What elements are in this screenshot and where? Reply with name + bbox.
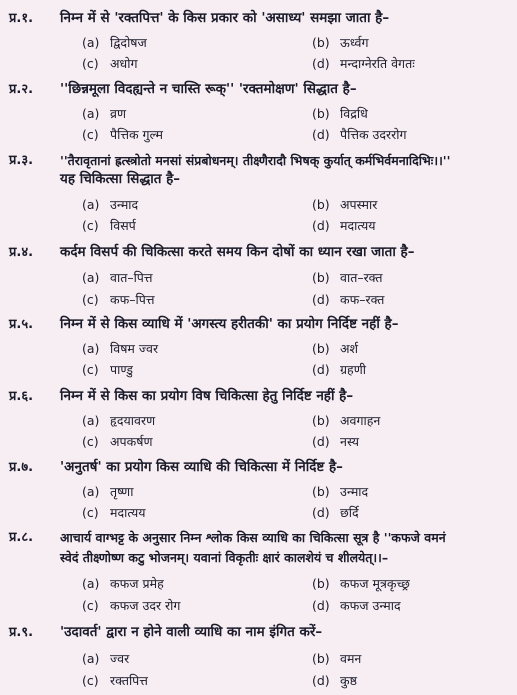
option-d: (d) पैत्तिक उदररोग bbox=[312, 127, 407, 142]
option-d: (d) मन्दाग्नेरति वेगतः bbox=[312, 56, 415, 71]
option-c: (c) विसर्प bbox=[82, 218, 136, 233]
question-number: प्र.७. bbox=[9, 460, 34, 475]
question-number: प्र.६. bbox=[9, 389, 34, 404]
question-text: 'उदावर्त' द्वारा न होने वाली व्याधि का नाम इंगित करें– bbox=[60, 624, 323, 640]
question-number: प्र.१. bbox=[9, 11, 34, 26]
question-number: प्र.२. bbox=[9, 82, 34, 97]
option-b: (b) विद्रधि bbox=[312, 106, 368, 121]
option-a: (a) हृदयावरण bbox=[82, 413, 156, 428]
question-text: निम्न में से किस का प्रयोग विष चिकित्सा हेतु निर्दिष्ट नहीं है– bbox=[60, 388, 354, 404]
question-text-line-1: ''तैरावृतानां ह्रत्स्त्रोतो मनसां संप्रबोधनम्। तीक्ष्णैरादौ भिषक् कुर्यात् कर्मभिर्वमनादिभिः।।'' bbox=[60, 153, 451, 168]
option-b: (b) अर्श bbox=[312, 341, 359, 356]
question-number: प्र.३. bbox=[9, 153, 34, 168]
option-d: (d) ग्रहणी bbox=[312, 362, 366, 377]
option-a: (a) ज्वर bbox=[82, 651, 130, 666]
question-text: 'अनुतर्ष' का प्रयोग किस व्याधि की चिकित्सा में निर्दिष्ट है– bbox=[60, 459, 343, 475]
option-d: (d) कफ–रक्त bbox=[312, 292, 385, 307]
option-a: (a) उन्माद bbox=[82, 197, 139, 212]
option-c: (c) पाण्डु bbox=[82, 362, 133, 377]
question-number: प्र.९. bbox=[9, 625, 34, 640]
question-text: ''छिन्नमूला विदह्यन्ते न चास्ति रूक्'' 'रक्तमोक्षण' सिद्धात है– bbox=[60, 81, 357, 97]
option-b: (b) वात–रक्त bbox=[312, 270, 383, 285]
option-d: (d) कुष्ठ bbox=[312, 673, 357, 688]
question-number: प्र.८. bbox=[9, 530, 34, 545]
option-b: (b) उन्माद bbox=[312, 484, 369, 499]
option-b: (b) अवगाहन bbox=[312, 413, 381, 428]
option-b: (b) ऊर्ध्वग bbox=[312, 35, 369, 50]
option-b: (b) कफज मूत्रकृच्छ्र bbox=[312, 576, 410, 591]
option-a: (a) व्रण bbox=[82, 106, 126, 121]
option-b: (b) वमन bbox=[312, 651, 362, 666]
option-c: (c) अपकर्षण bbox=[82, 434, 153, 449]
question-text: निम्न में से 'रक्तपित्त' के किस प्रकार को 'असाध्य' समझा जाता है– bbox=[60, 10, 390, 26]
option-d: (d) कफज उन्माद bbox=[312, 598, 401, 613]
option-d: (d) नस्य bbox=[312, 434, 360, 449]
option-d: (d) मदात्यय bbox=[312, 218, 376, 233]
question-text: कर्दम विसर्प की चिकित्सा करते समय किन दोषों का ध्यान रखा जाता है– bbox=[60, 244, 415, 260]
option-c: (c) कफ–पित्त bbox=[82, 292, 155, 307]
option-b: (b) अपस्मार bbox=[312, 197, 378, 212]
option-d: (d) छर्दि bbox=[312, 505, 359, 520]
question-text: निम्न में से किस व्याधि में 'अगस्त्य हरीतकी' का प्रयोग निर्दिष्ट नहीं है– bbox=[60, 316, 399, 332]
question-text-line-2: यह चिकित्सा सिद्धात है– bbox=[60, 171, 181, 187]
option-a: (a) द्विदोषज bbox=[82, 35, 147, 50]
question-number: प्र.५. bbox=[9, 317, 34, 332]
question-text bbox=[60, 150, 509, 171]
option-a: (a) तृष्णा bbox=[82, 484, 134, 499]
option-a: (a) वात–पित्त bbox=[82, 270, 153, 285]
option-c: (c) अधोग bbox=[82, 56, 138, 71]
option-a: (a) विषम ज्वर bbox=[82, 341, 159, 356]
question-text-line-2: स्वेदं तीक्ष्णोष्ण कटु भोजनम्। यवानां विकृतीः क्षारं कालशेयं च शीलयेत्।।– bbox=[60, 550, 389, 565]
option-c: (c) पैत्तिक गुल्म bbox=[82, 127, 163, 142]
option-c: (c) मदात्यय bbox=[82, 505, 146, 520]
option-a: (a) कफज प्रमेह bbox=[82, 576, 164, 591]
question-text-line-1: आचार्य वाग्भट्ट के अनुसार निम्न श्लोक किस व्याधि का चिकित्सा सूत्र है ''कफजे वमनं bbox=[60, 530, 446, 545]
option-c: (c) रक्तपित्त bbox=[82, 673, 148, 688]
question-number: प्र.४. bbox=[9, 245, 34, 260]
option-c: (c) कफज उदर रोग bbox=[82, 598, 181, 613]
